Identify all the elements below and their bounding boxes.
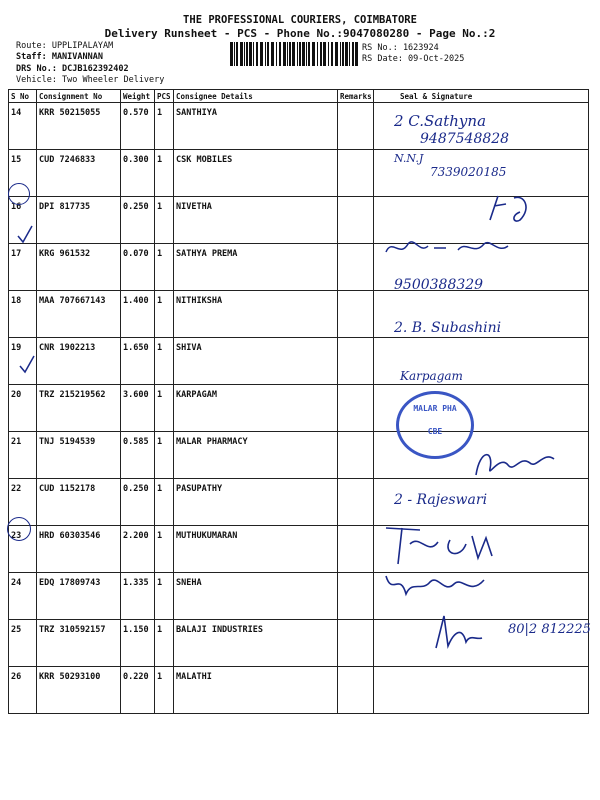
cell-pcs: 1 (155, 667, 174, 714)
cell-remarks (338, 150, 374, 197)
cell-consignment: EDQ 17809743 (37, 573, 121, 620)
cell-pcs: 1 (155, 291, 174, 338)
barcode (230, 42, 358, 66)
cell-sno: 17 (9, 244, 37, 291)
table-header (9, 90, 589, 103)
cell-remarks (338, 620, 374, 667)
signature-26-phone: 80|2 812225 (508, 622, 591, 637)
cell-consignment: TRZ 310592157 (37, 620, 121, 667)
cell-sno: 22 (9, 479, 37, 526)
cell-sno: 20 (9, 385, 37, 432)
cell-weight: 0.250 (121, 197, 155, 244)
cell-consignment: MAA 707667143 (37, 291, 121, 338)
circle-mark-24 (7, 517, 31, 541)
cell-remarks (338, 338, 374, 385)
cell-consignee: MALATHI (174, 667, 338, 714)
cell-pcs: 1 (155, 385, 174, 432)
cell-pcs: 1 (155, 197, 174, 244)
cell-weight: 0.220 (121, 667, 155, 714)
signature-24-scribble (380, 520, 500, 570)
table-row (9, 667, 589, 714)
cell-consignment: KRR 50215055 (37, 103, 121, 150)
pharmacy-seal (396, 391, 474, 459)
cell-remarks (338, 103, 374, 150)
cell-consignment: HRD 60303546 (37, 526, 121, 573)
cell-consignee: NITHIKSHA (174, 291, 338, 338)
cell-weight: 3.600 (121, 385, 155, 432)
cell-remarks (338, 385, 374, 432)
circle-mark-16 (8, 183, 30, 205)
signature-15-name: N.N.J (394, 152, 424, 165)
seal-text-top: MALAR PHA (413, 404, 457, 413)
col-weight: Weight (121, 90, 155, 103)
cell-consignee: SANTHIYA (174, 103, 338, 150)
cell-consignment: CNR 1902213 (37, 338, 121, 385)
cell-weight: 0.070 (121, 244, 155, 291)
cell-pcs: 1 (155, 526, 174, 573)
staff-label: Staff: MANIVANNAN (16, 52, 103, 62)
cell-signature (374, 667, 589, 714)
cell-sno: 24 (9, 573, 37, 620)
cell-consignment: DPI 817735 (37, 197, 121, 244)
col-pcs: PCS (155, 90, 174, 103)
cell-remarks (338, 244, 374, 291)
cell-consignee: CSK MOBILES (174, 150, 338, 197)
signature-26-scribble (428, 612, 488, 654)
cell-weight: 1.650 (121, 338, 155, 385)
col-sno: S No (9, 90, 37, 103)
cell-consignment: CUD 1152178 (37, 479, 121, 526)
table-row (9, 385, 589, 432)
runsheet-subtitle: Delivery Runsheet - PCS - Phone No.:9047080280 - Page No.:2 (104, 27, 496, 40)
col-remarks: Remarks (338, 90, 374, 103)
cell-consignee: SHIVA (174, 338, 338, 385)
cell-consignment: KRR 50293100 (37, 667, 121, 714)
cell-weight: 0.300 (121, 150, 155, 197)
signature-19-name: 2. B. Subashini (394, 320, 502, 336)
signature-14-name: 2 C.Sathyna (394, 112, 487, 130)
signature-18-phone: 9500388329 (394, 277, 484, 293)
cell-sno: 15 (9, 150, 37, 197)
cell-weight: 0.570 (121, 103, 155, 150)
company-title: THE PROFESSIONAL COURIERS, COIMBATORE (183, 14, 417, 26)
cell-consignee: KARPAGAM (174, 385, 338, 432)
cell-consignment: CUD 7246833 (37, 150, 121, 197)
table-row (9, 620, 589, 667)
cell-sno: 21 (9, 432, 37, 479)
rs-date: RS Date: 09-Oct-2025 (362, 54, 465, 64)
col-signature: Seal & Signature (374, 90, 589, 103)
rs-number: RS No.: 1623924 (362, 43, 439, 53)
cell-pcs: 1 (155, 479, 174, 526)
cell-pcs: 1 (155, 573, 174, 620)
signature-23-name: 2 - Rajeswari (394, 492, 488, 508)
cell-remarks (338, 667, 374, 714)
cell-pcs: 1 (155, 338, 174, 385)
seal-text-bottom: CBE (427, 427, 443, 436)
cell-weight: 0.585 (121, 432, 155, 479)
cell-consignment: TNJ 5194539 (37, 432, 121, 479)
signature-22-scribble (470, 445, 560, 481)
cell-pcs: 1 (155, 244, 174, 291)
cell-consignment: TRZ 215219562 (37, 385, 121, 432)
cell-pcs: 1 (155, 150, 174, 197)
signature-16-scribble (480, 192, 550, 226)
cell-consignee: MUTHUKUMARAN (174, 526, 338, 573)
cell-pcs: 1 (155, 103, 174, 150)
tick-mark-17 (16, 224, 34, 244)
cell-sno: 14 (9, 103, 37, 150)
cell-remarks (338, 573, 374, 620)
cell-consignee: BALAJI INDUSTRIES (174, 620, 338, 667)
signature-17-scribble (380, 228, 520, 264)
cell-weight: 1.335 (121, 573, 155, 620)
cell-weight: 0.250 (121, 479, 155, 526)
cell-pcs: 1 (155, 432, 174, 479)
cell-weight: 2.200 (121, 526, 155, 573)
cell-weight: 1.150 (121, 620, 155, 667)
cell-sno: 16 (9, 197, 37, 244)
cell-sno: 18 (9, 291, 37, 338)
table-row (9, 338, 589, 385)
cell-sno: 23 (9, 526, 37, 573)
signature-20-name: Karpagam (400, 369, 463, 383)
drs-label: DRS No.: DCJB162392402 (16, 64, 129, 74)
cell-consignee: PASUPATHY (174, 479, 338, 526)
cell-remarks (338, 479, 374, 526)
col-consignee: Consignee Details (174, 90, 338, 103)
signature-15-phone: 7339020185 (430, 165, 507, 179)
cell-weight: 1.400 (121, 291, 155, 338)
cell-consignee: NIVETHA (174, 197, 338, 244)
cell-consignee: MALAR PHARMACY (174, 432, 338, 479)
cell-consignment: KRG 961532 (37, 244, 121, 291)
cell-consignee: SATHYA PREMA (174, 244, 338, 291)
route-label: Route: UPPLIPALAYAM (16, 41, 114, 51)
cell-remarks (338, 432, 374, 479)
cell-consignee: SNEHA (174, 573, 338, 620)
cell-sno: 25 (9, 620, 37, 667)
cell-sno: 19 (9, 338, 37, 385)
table-row (9, 573, 589, 620)
table-row (9, 479, 589, 526)
cell-remarks (338, 526, 374, 573)
cell-remarks (338, 291, 374, 338)
cell-pcs: 1 (155, 620, 174, 667)
cell-sno: 26 (9, 667, 37, 714)
table-row (9, 291, 589, 338)
signature-14-phone: 9487548828 (420, 131, 510, 147)
col-consignment: Consignment No (37, 90, 121, 103)
runsheet-table (8, 89, 589, 714)
vehicle-label: Vehicle: Two Wheeler Delivery (16, 75, 165, 85)
signature-25-scribble (380, 566, 500, 602)
cell-remarks (338, 197, 374, 244)
tick-mark-20 (18, 354, 36, 374)
table-row (9, 526, 589, 573)
